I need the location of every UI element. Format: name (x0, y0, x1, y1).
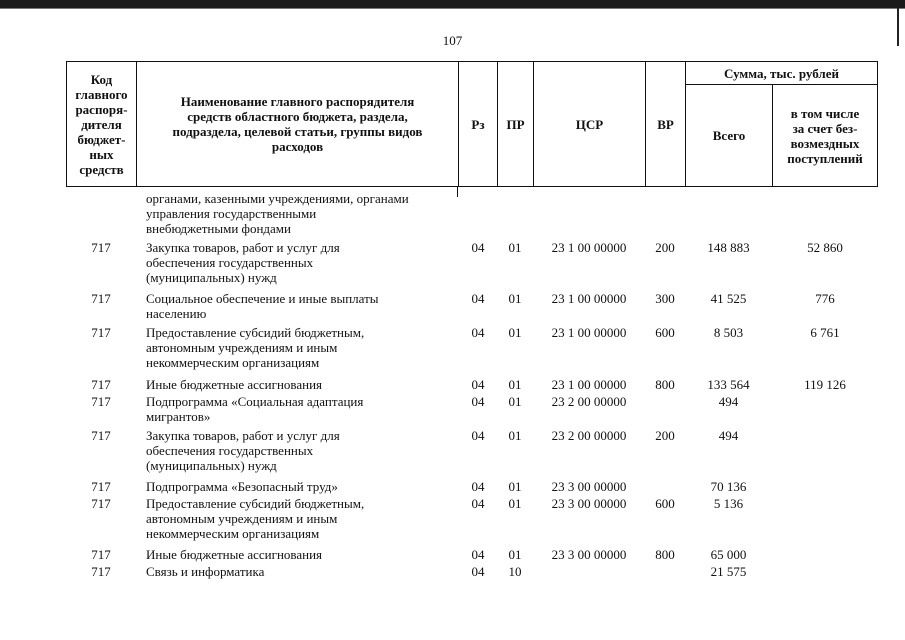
row-name: Подпрограмма «Безопасный труд» (146, 479, 338, 494)
row-csr: 23 1 00 00000 (551, 291, 627, 306)
row-total: 5 136 (713, 496, 744, 511)
row-pr: 01 (508, 240, 522, 255)
row-rz: 04 (471, 564, 485, 579)
row-rz: 04 (471, 428, 485, 443)
row-csr: 23 3 00 00000 (551, 479, 627, 494)
header-gratuitous: в том числе за счет без- возмездных поступлений (787, 105, 863, 166)
row-name: Иные бюджетные ассигнования (146, 377, 323, 392)
row-total: 21 575 (710, 564, 747, 579)
name-column-rule (457, 187, 458, 197)
header-name: Наименование главного распорядителя средств областного бюджета, раздела, подраздела, целевой статьи, группы видов расходов (137, 62, 459, 186)
row-pr: 01 (508, 394, 522, 409)
row-name: Иные бюджетные ассигнования (146, 547, 323, 562)
row-total: 70 136 (710, 479, 747, 494)
row-csr: 23 3 00 00000 (551, 496, 627, 511)
row-vr: 200 (655, 240, 675, 255)
row-code: 717 (91, 325, 111, 340)
header-rz: Рз (459, 62, 498, 186)
row-code: 717 (91, 479, 111, 494)
row-csr: 23 1 00 00000 (551, 240, 627, 255)
row-rz: 04 (471, 394, 485, 409)
row-gratuitous: 119 126 (804, 377, 846, 392)
header-total: Всего (686, 85, 773, 186)
row-gratuitous: 52 860 (807, 240, 843, 255)
row-total: 494 (718, 428, 739, 443)
row-pr: 10 (508, 564, 522, 579)
row-total: 65 000 (710, 547, 747, 562)
row-vr: 200 (655, 428, 675, 443)
row-code: 717 (91, 547, 111, 562)
row-vr: 800 (655, 547, 675, 562)
row-rz: 04 (471, 547, 485, 562)
row-name: Предоставление субсидий бюджетным, автономным учреждениям и иным некоммерческим организациям (146, 325, 365, 370)
table-header (66, 61, 878, 187)
row-total: 494 (718, 394, 739, 409)
row-code: 717 (91, 564, 111, 579)
header-csr: ЦСР (534, 62, 646, 186)
row-name: Связь и информатика (146, 564, 265, 579)
row-code: 717 (91, 291, 111, 306)
row-csr: 23 2 00 00000 (551, 428, 627, 443)
row-pr: 01 (508, 325, 522, 340)
row-code: 717 (91, 496, 111, 511)
scan-top-edge (0, 8, 905, 9)
row-name: Социальное обеспечение и иные выплаты населению (146, 291, 379, 321)
row-csr: 23 3 00 00000 (551, 547, 627, 562)
header-sum: Сумма, тыс. рублей (724, 65, 839, 81)
row-vr: 300 (655, 291, 675, 306)
row-pr: 01 (508, 547, 522, 562)
row-pr: 01 (508, 479, 522, 494)
row-rz: 04 (471, 377, 485, 392)
row-csr: 23 2 00 00000 (551, 394, 627, 409)
row-name: Закупка товаров, работ и услуг для обеспечения государственных (муниципальных) нужд (146, 428, 340, 473)
row-total: 41 525 (710, 291, 747, 306)
row-code: 717 (91, 377, 111, 392)
row-total: 8 503 (713, 325, 744, 340)
row-code: 717 (91, 428, 111, 443)
row-name: органами, казенными учреждениями, органами управления государственными внебюджетными фондами (146, 191, 409, 236)
row-vr: 600 (655, 325, 675, 340)
row-pr: 01 (508, 496, 522, 511)
row-vr: 600 (655, 496, 675, 511)
row-rz: 04 (471, 291, 485, 306)
row-rz: 04 (471, 479, 485, 494)
row-gratuitous: 6 761 (810, 325, 840, 340)
header-pr: ПР (498, 62, 534, 186)
row-vr: 800 (655, 377, 675, 392)
row-code: 717 (91, 240, 111, 255)
row-rz: 04 (471, 240, 485, 255)
header-vr: ВР (646, 62, 686, 186)
row-csr: 23 1 00 00000 (551, 377, 627, 392)
row-rz: 04 (471, 325, 485, 340)
row-code: 717 (91, 394, 111, 409)
row-rz: 04 (471, 496, 485, 511)
row-pr: 01 (508, 291, 522, 306)
row-gratuitous: 776 (815, 291, 835, 306)
row-name: Закупка товаров, работ и услуг для обеспечения государственных (муниципальных) нужд (146, 240, 340, 285)
scan-top-bar (0, 0, 905, 8)
header-code: Код главного распоря- дителя бюджет- ных средств (67, 62, 137, 186)
row-csr: 23 1 00 00000 (551, 325, 627, 340)
row-name: Подпрограмма «Социальная адаптация мигрантов» (146, 394, 364, 424)
row-pr: 01 (508, 377, 522, 392)
page-number: 107 (442, 33, 463, 48)
row-name: Предоставление субсидий бюджетным, автономным учреждениям и иным некоммерческим организациям (146, 496, 365, 541)
row-pr: 01 (508, 428, 522, 443)
row-total: 148 883 (707, 240, 750, 255)
row-total: 133 564 (707, 377, 750, 392)
